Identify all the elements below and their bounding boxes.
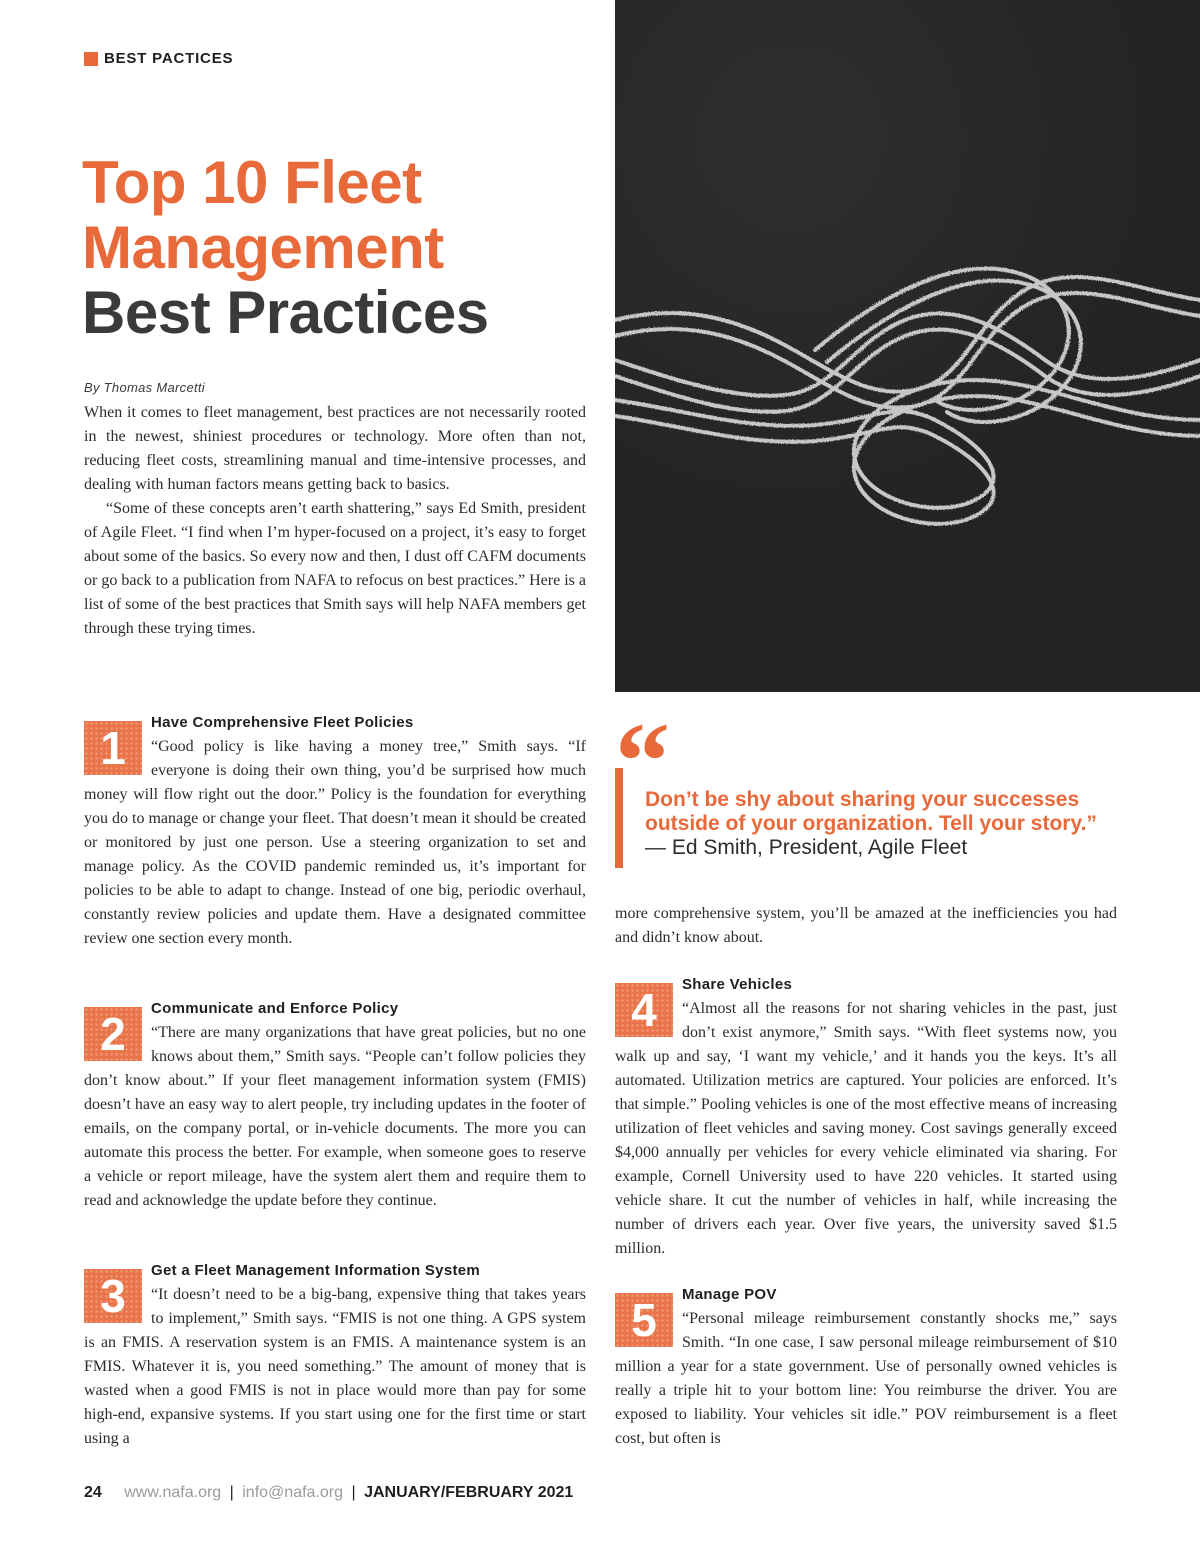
item-heading: Get a Fleet Management Information System xyxy=(151,1262,481,1279)
title-line-3: Best Practices xyxy=(82,279,489,346)
item-text: “It doesn’t need to be a big-bang, expensive thing that takes years to implement,” Smith says. “FMIS is not one thing. A GPS system is an FMIS. A reservation system is an FMIS. A maintenance system is an FMIS. Whatever it is, you need something.” The amount of money that is wasted when a good FMIS is not in place would more than pay for some high-end, expansive systems. If you start using one for the first time or start using a xyxy=(84,1286,586,1447)
item-heading: Manage POV xyxy=(682,1286,777,1303)
section-label-text: BEST PACTICES xyxy=(104,50,234,67)
item-text: “Personal mileage reimbursement constantly shocks me,” says Smith. “In one case, I saw personal mileage reimbursement of $10 million a year for a state government. Use of personally owned vehicles is really a triple hit to your bottom line: You reimburse the driver. You are exposed to liability. Your vehicles sit idle.” POV reimbursement is a fleet cost, but often is xyxy=(615,1310,1117,1447)
quote-mark-icon: “ xyxy=(615,700,670,822)
list-item-4 xyxy=(615,973,1117,1261)
list-item-1 xyxy=(84,711,586,951)
page-footer xyxy=(84,1484,573,1502)
footer-separator: | xyxy=(351,1484,356,1501)
chalk-rope-illustration xyxy=(615,0,1200,692)
byline: By Thomas Marcetti xyxy=(84,380,205,395)
intro-section xyxy=(84,401,586,641)
item-text: “Almost all the reasons for not sharing vehicles in the past, just don’t exist anymore,” Smith says. “With fleet systems now, you walk up and say, ‘I want my vehicle,’ and it hands you the keys. It’s all automated. Utilization metrics are captured. Your policies are enforced. It’s that simple.” Pooling vehicles is one of the most effective means of increasing utilization of fleet vehicles and saving money. Cost savings generally exceed $4,000 annually per vehicles for every vehicle eliminated via sharing. For example, Cornell University used to have 220 vehicles. It started using vehicle share. It cut the number of vehicles in half, while increasing the number of drivers each year. Over five years, the university saved $1.5 million. xyxy=(615,1000,1117,1257)
article-title xyxy=(82,150,489,345)
item-number-badge: 4 xyxy=(615,983,673,1037)
quote-text: Don’t be shy about sharing your successes outside of your organization. Tell your story.” xyxy=(645,788,1097,835)
section-label xyxy=(84,50,233,67)
item-number-badge: 3 xyxy=(84,1269,142,1323)
list-item-2 xyxy=(84,997,586,1213)
footer-separator: | xyxy=(229,1484,234,1501)
pull-quote xyxy=(615,700,1115,876)
item-number-badge: 5 xyxy=(615,1293,673,1347)
hero-image-chalk-knot xyxy=(615,0,1200,692)
section-marker-icon xyxy=(84,52,98,66)
item-heading: Communicate and Enforce Policy xyxy=(151,1000,399,1017)
item-text: “There are many organizations that have great policies, but no one knows about them,” Smith says. “People can’t follow policies they don’t know about.” If your fleet management information system (FMIS) doesn’t have an easy way to alert people, try including updates in the footer of emails, on the company portal, or in-vehicle documents. The more you can automate this process the better. For example, when someone goes to reserve a vehicle or report mileage, have the system alert them and require them to read and acknowledge the update before they continue. xyxy=(84,1024,586,1209)
list-item-5 xyxy=(615,1283,1117,1451)
intro-paragraph-2: “Some of these concepts aren’t earth shattering,” says Ed Smith, president of Agile Fleet. “I find when I’m hyper-focused on a project, it’s easy to forget about some of the basics. So every now and then, I dust off CAFM documents or go back to a publication from NAFA to refocus on best practices.” Here is a list of some of the best practices that Smith says will help NAFA members get through these trying times. xyxy=(84,500,586,637)
item-heading: Have Comprehensive Fleet Policies xyxy=(151,714,414,731)
footer-website-link[interactable]: www.nafa.org xyxy=(124,1484,222,1501)
continued-paragraph: more comprehensive system, you’ll be amazed at the inefficiencies you had and didn’t know about. xyxy=(615,905,1117,946)
list-item-3 xyxy=(84,1259,586,1451)
footer-issue: JANUARY/FEBRUARY 2021 xyxy=(364,1484,574,1501)
footer-email-link[interactable]: info@nafa.org xyxy=(242,1484,343,1501)
item-text: “Good policy is like having a money tree,” Smith says. “If everyone is doing their own thing, you’d be surprised how much money will flow right out the door.” Policy is the foundation for everything you do to manage or change your fleet. That doesn’t mean it should be created or monitored by just one person. Use a steering organization to set and manage policy. As the COVID pandemic reminded us, it’s important for policies to be able to adapt to change. Instead of one big, periodic overhaul, constantly review policies and update them. Have a designated committee review one section every month. xyxy=(84,738,586,947)
title-line-2: Management xyxy=(82,214,444,281)
quote-text-block xyxy=(645,788,1115,860)
intro-paragraph-1: When it comes to fleet management, best practices are not necessarily rooted in the newest, shiniest procedures or technology. More often than not, reducing fleet costs, streamlining manual and time-intensive processes, and dealing with human factors means getting back to basics. xyxy=(84,404,586,493)
item-heading: Share Vehicles xyxy=(682,976,793,993)
item-number-badge: 2 xyxy=(84,1007,142,1061)
quote-attribution: — Ed Smith, President, Agile Fleet xyxy=(645,836,968,859)
item-number-badge: 1 xyxy=(84,721,142,775)
title-line-1: Top 10 Fleet xyxy=(82,149,422,216)
page-number: 24 xyxy=(84,1484,102,1501)
